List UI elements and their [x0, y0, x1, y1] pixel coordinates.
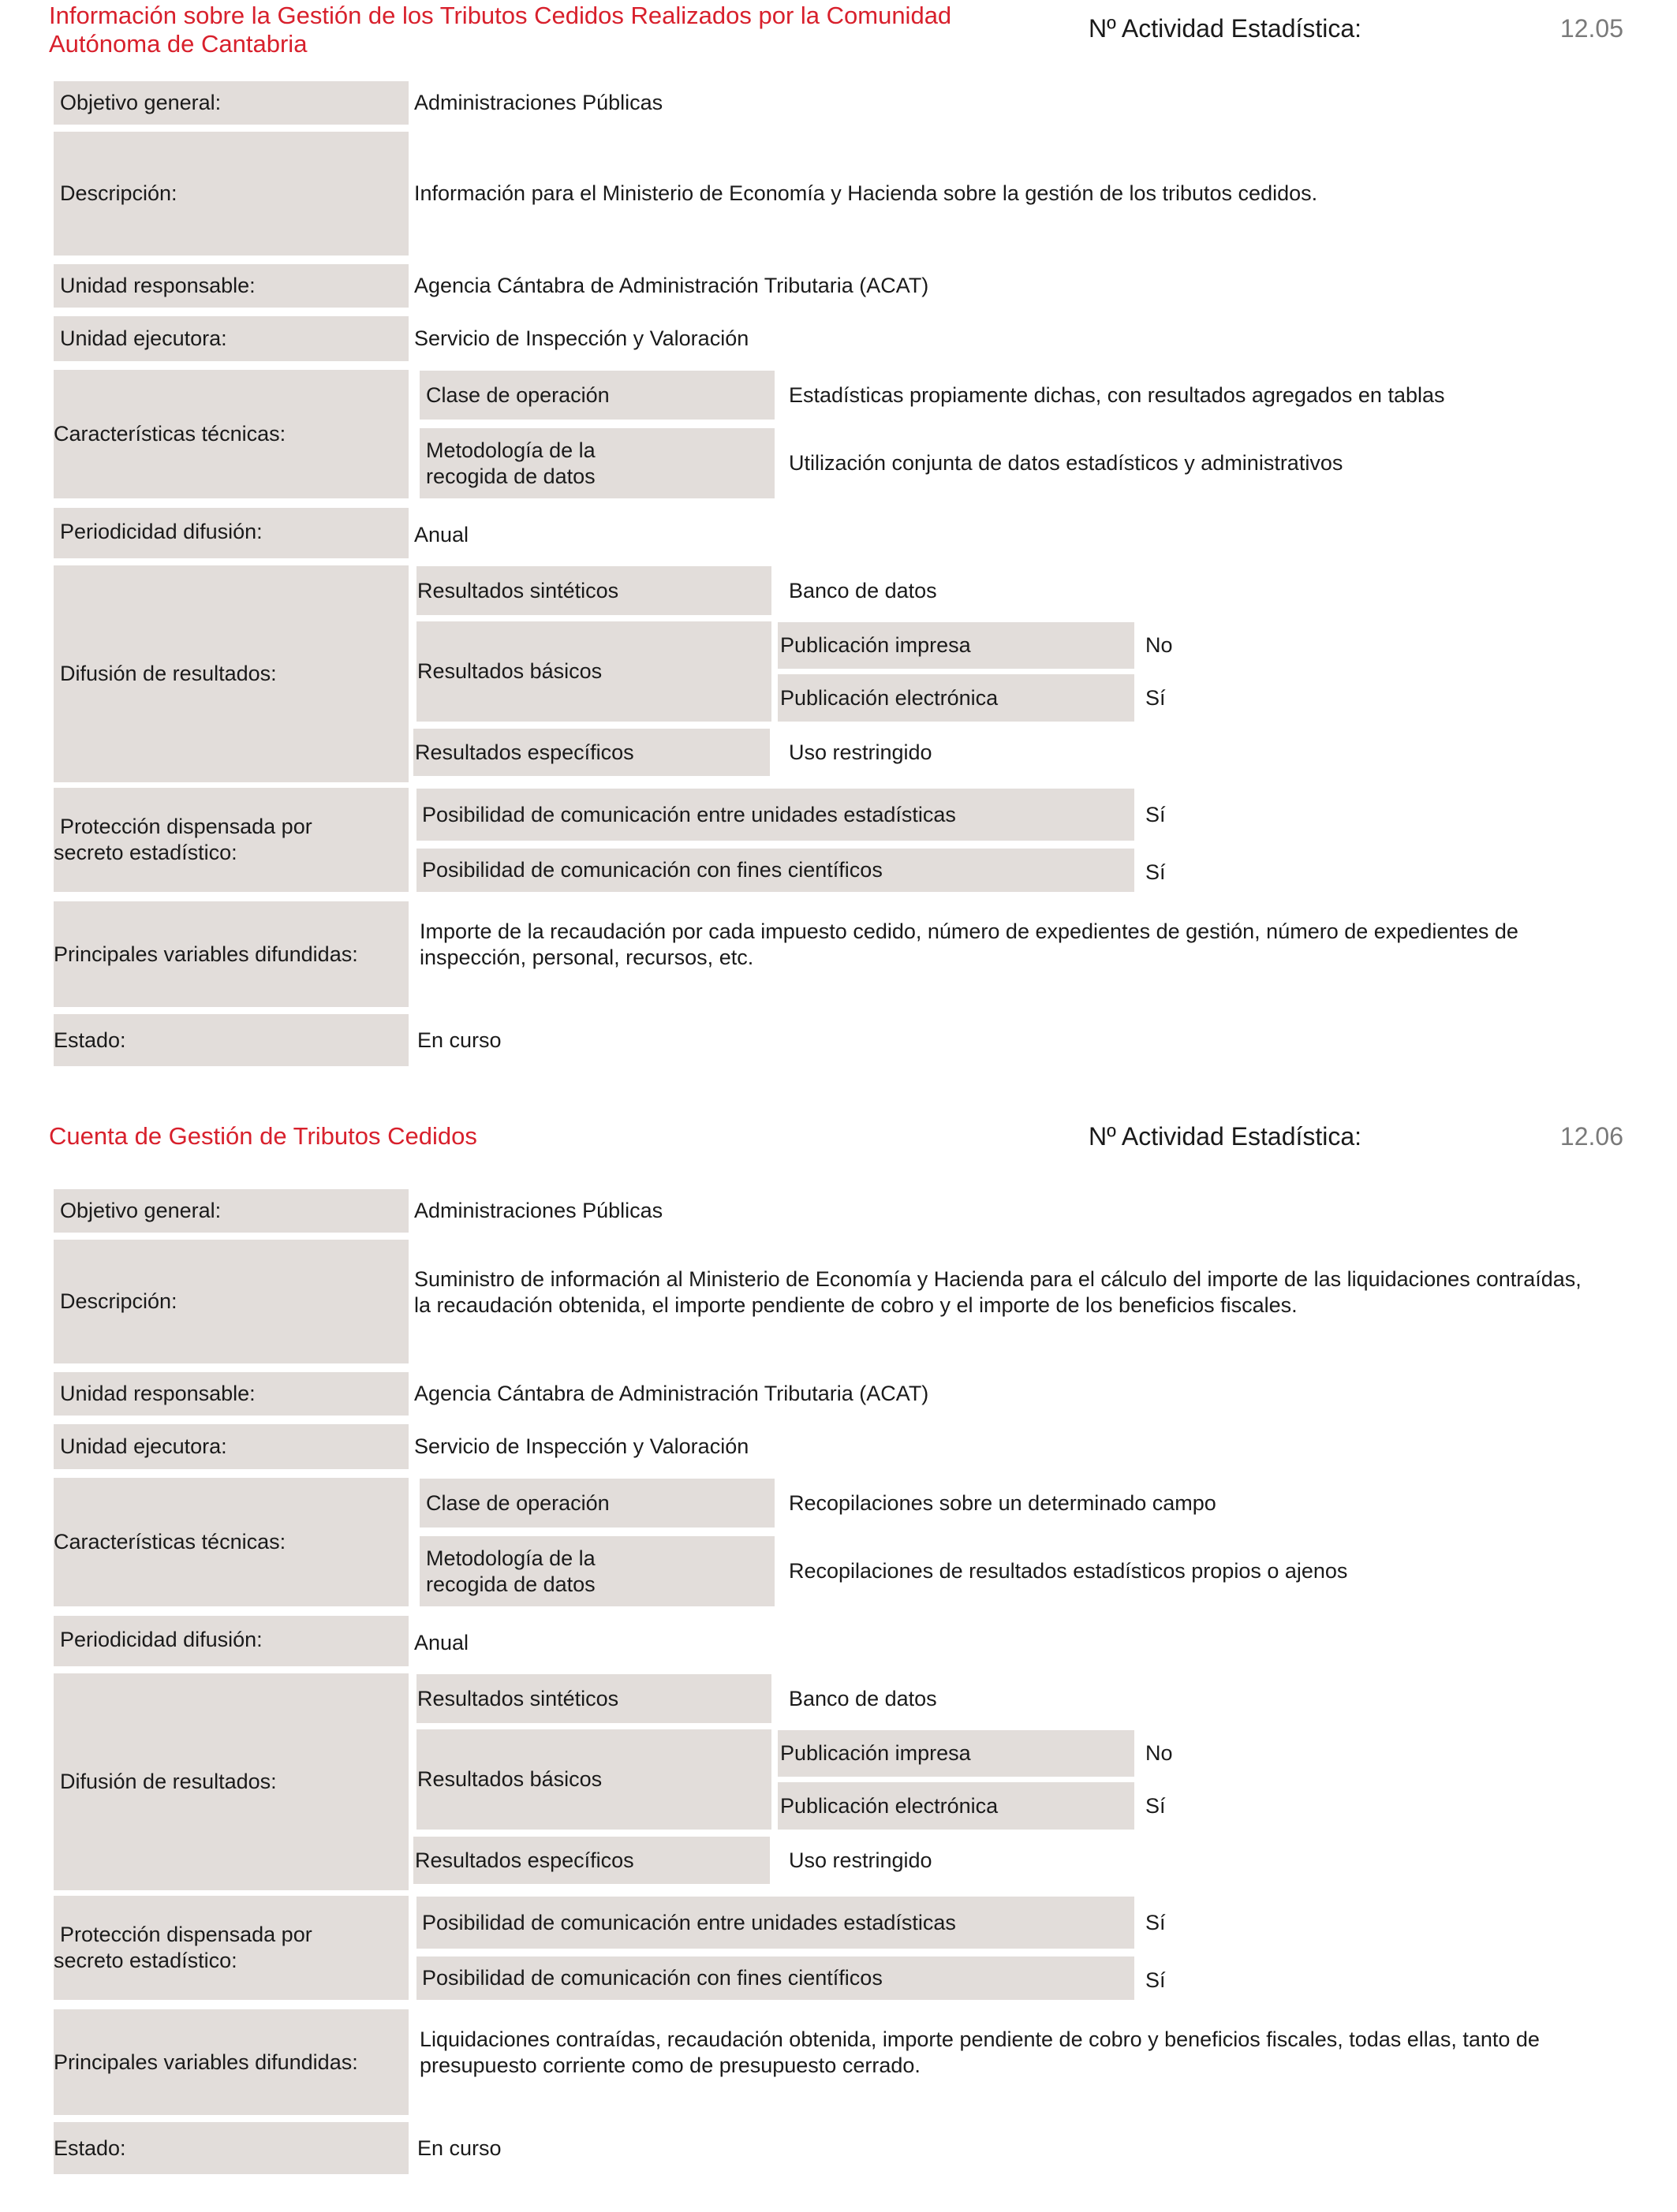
electronica-label: Publicación electrónica [780, 685, 999, 710]
caracteristicas-label: Características técnicas: [54, 1530, 286, 1554]
especificos-value: Uso restringido [789, 740, 932, 764]
clase-operacion-label: Clase de operación [426, 1490, 610, 1515]
comunicacion-entre-value: Sí [1145, 1910, 1166, 1934]
variables-label: Principales variables difundidas: [54, 2050, 358, 2074]
metodologia-value: Recopilaciones de resultados estadísticos propios o ajenos [789, 1559, 1348, 1583]
difusion-label: Difusión de resultados: [60, 1770, 277, 1793]
comunicacion-entre-label: Posibilidad de comunicación entre unidades estadísticas [422, 802, 956, 826]
sinteticos-value: Banco de datos [789, 578, 937, 602]
metodologia-label: Metodología de la recogida de datos [426, 438, 596, 488]
unidad-responsable-value: Agencia Cántabra de Administración Tributaria (ACAT) [414, 1382, 929, 1405]
caracteristicas-label: Características técnicas: [54, 422, 286, 446]
variables-label: Principales variables difundidas: [54, 942, 358, 966]
objetivo-label: Objetivo general: [60, 91, 222, 114]
sinteticos-label: Resultados sintéticos [417, 578, 619, 602]
difusion-label: Difusión de resultados: [60, 662, 277, 685]
activity-number-code: 12.05 [1559, 14, 1623, 43]
objetivo-value: Administraciones Públicas [414, 1199, 663, 1222]
activity-title: Cuenta de Gestión de Tributos Cedidos [49, 1122, 477, 1150]
unidad-responsable-value: Agencia Cántabra de Administración Tributaria (ACAT) [414, 274, 929, 297]
impresa-label: Publicación impresa [780, 633, 971, 657]
electronica-value: Sí [1145, 1793, 1166, 1818]
unidad-responsable-label: Unidad responsable: [60, 1382, 256, 1405]
variables-value: Importe de la recaudación por cada impuesto cedido, número de expedientes de gestión, número de expedientes de inspección, personal, recursos, etc. [420, 919, 1518, 969]
metodologia-value: Utilización conjunta de datos estadísticos y administrativos [789, 451, 1343, 475]
descripcion-label: Descripción: [60, 181, 177, 205]
comunicacion-cientificos-label: Posibilidad de comunicación con fines científicos [422, 858, 883, 882]
activity-sheet-1206 [0, 1108, 1677, 2212]
descripcion-value: Información para el Ministerio de Economía y Hacienda sobre la gestión de los tributos cedidos. [414, 181, 1318, 205]
periodicidad-label: Periodicidad difusión: [60, 519, 263, 543]
estado-label: Estado: [54, 2136, 126, 2160]
especificos-value: Uso restringido [789, 1848, 932, 1872]
proteccion-label: Protección dispensada por secreto estadístico: [54, 815, 312, 864]
activity-number-label: Nº Actividad Estadística: [1089, 14, 1362, 43]
sinteticos-value: Banco de datos [789, 1686, 937, 1710]
periodicidad-value: Anual [414, 1630, 469, 1654]
descripcion-label: Descripción: [60, 1289, 177, 1313]
descripcion-value: Suministro de información al Ministerio de Economía y Hacienda para el cálculo del importe de las liquidaciones contraídas, la recaudación obtenida, el importe pendiente de cobro y el importe de los beneficios fiscales. [414, 1266, 1582, 1317]
unidad-ejecutora-value: Servicio de Inspección y Valoración [414, 326, 749, 350]
periodicidad-label: Periodicidad difusión: [60, 1627, 263, 1651]
unidad-ejecutora-label: Unidad ejecutora: [60, 326, 227, 350]
unidad-responsable-label: Unidad responsable: [60, 274, 256, 297]
especificos-label: Resultados específicos [415, 1848, 634, 1872]
basicos-label: Resultados básicos [417, 1767, 603, 1791]
unidad-ejecutora-value: Servicio de Inspección y Valoración [414, 1434, 749, 1458]
impresa-label: Publicación impresa [780, 1741, 971, 1765]
estado-value: En curso [417, 2136, 502, 2160]
comunicacion-cientificos-label: Posibilidad de comunicación con fines científicos [422, 1966, 883, 1990]
comunicacion-cientificos-value: Sí [1145, 1968, 1166, 1992]
metodologia-label: Metodología de la recogida de datos [426, 1546, 596, 1596]
comunicacion-entre-value: Sí [1145, 802, 1166, 826]
periodicidad-value: Anual [414, 522, 469, 546]
basicos-label: Resultados básicos [417, 659, 603, 683]
electronica-value: Sí [1145, 685, 1166, 710]
unidad-ejecutora-label: Unidad ejecutora: [60, 1434, 227, 1458]
clase-operacion-value: Estadísticas propiamente dichas, con resultados agregados en tablas [789, 382, 1445, 407]
electronica-label: Publicación electrónica [780, 1793, 999, 1818]
sinteticos-label: Resultados sintéticos [417, 1686, 619, 1710]
clase-operacion-value: Recopilaciones sobre un determinado campo [789, 1490, 1216, 1515]
impresa-value: No [1145, 1741, 1173, 1765]
comunicacion-entre-label: Posibilidad de comunicación entre unidades estadísticas [422, 1910, 956, 1934]
impresa-value: No [1145, 633, 1173, 657]
estado-value: En curso [417, 1028, 502, 1052]
activity-title: Información sobre la Gestión de los Tributos Cedidos Realizados por la Comunidad Autónoma de Cantabria [49, 2, 952, 58]
activity-number-code: 12.06 [1559, 1122, 1623, 1151]
clase-operacion-label: Clase de operación [426, 382, 610, 407]
especificos-label: Resultados específicos [415, 740, 634, 764]
objetivo-value: Administraciones Públicas [414, 91, 663, 114]
variables-value: Liquidaciones contraídas, recaudación obtenida, importe pendiente de cobro y beneficios fiscales, todas ellas, tanto de presupuesto corriente como de presupuesto cerrado. [420, 2027, 1540, 2077]
objetivo-label: Objetivo general: [60, 1199, 222, 1222]
comunicacion-cientificos-value: Sí [1145, 860, 1166, 884]
activity-sheet-1205 [0, 0, 1677, 1104]
activity-number-label: Nº Actividad Estadística: [1089, 1122, 1362, 1151]
proteccion-label: Protección dispensada por secreto estadístico: [54, 1923, 312, 1972]
estado-label: Estado: [54, 1028, 126, 1052]
